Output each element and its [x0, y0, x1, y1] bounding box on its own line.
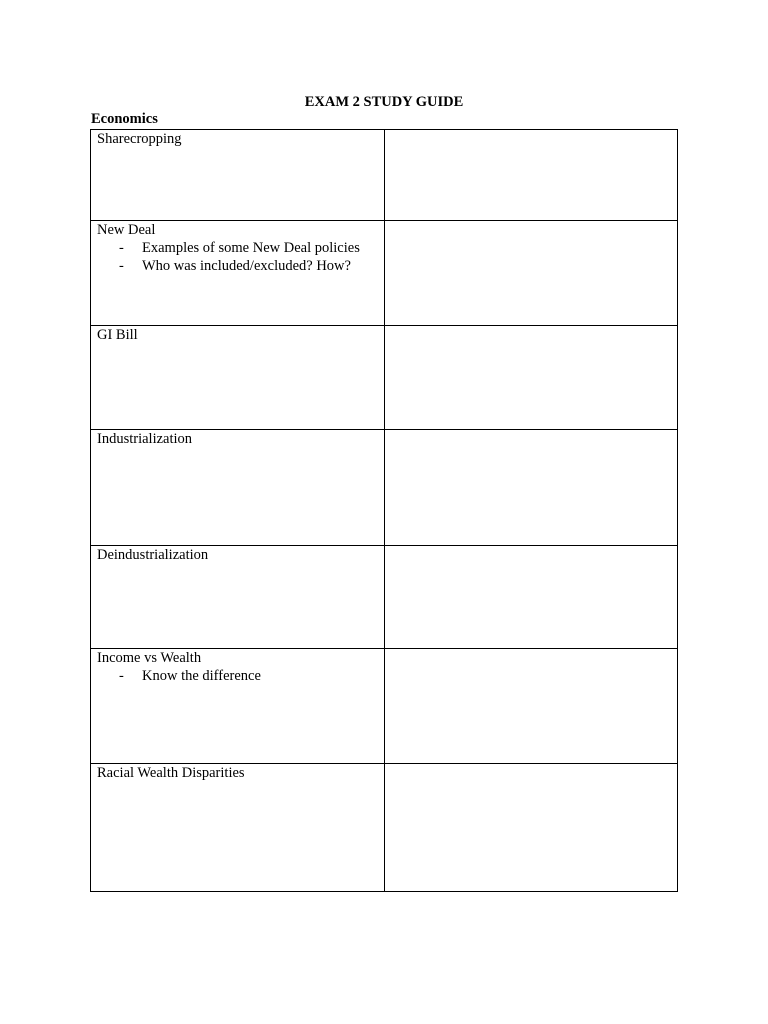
topic-cell: [91, 221, 385, 326]
table-row: [91, 764, 678, 892]
table-row: [91, 430, 678, 546]
topic-cell: [91, 130, 385, 221]
topic-cell: [91, 649, 385, 764]
topic-label: Industrialization: [97, 431, 193, 447]
answer-cell: [385, 130, 678, 221]
answer-cell: [385, 649, 678, 764]
topic-label: New Deal: [97, 222, 156, 238]
table-row: [91, 221, 678, 326]
table-row: [91, 130, 678, 221]
topic-cell: [91, 764, 385, 892]
answer-cell: [385, 326, 678, 430]
topic-label: Income vs Wealth: [97, 650, 202, 666]
topic-cell: [91, 546, 385, 649]
subitem: - Who was included/excluded? How?: [97, 257, 378, 275]
table-row: [91, 326, 678, 430]
study-guide-table: [90, 129, 678, 892]
table-row: [91, 546, 678, 649]
topic-label: Sharecropping: [97, 131, 182, 147]
document-title: EXAM 2 STUDY GUIDE: [304, 94, 464, 110]
topic-label: Racial Wealth Disparities: [97, 765, 245, 781]
answer-cell: [385, 221, 678, 326]
section-heading: Economics: [91, 111, 158, 127]
topic-cell: [91, 430, 385, 546]
answer-cell: [385, 764, 678, 892]
table-row: [91, 649, 678, 764]
answer-cell: [385, 546, 678, 649]
topic-cell: [91, 326, 385, 430]
answer-cell: [385, 430, 678, 546]
subitem: - Examples of some New Deal policies: [97, 239, 378, 257]
subitem-list: [97, 667, 378, 685]
topic-label: Deindustrialization: [97, 547, 209, 563]
subitem-list: [97, 239, 378, 275]
topic-label: GI Bill: [97, 327, 138, 343]
subitem: - Know the difference: [97, 667, 378, 685]
